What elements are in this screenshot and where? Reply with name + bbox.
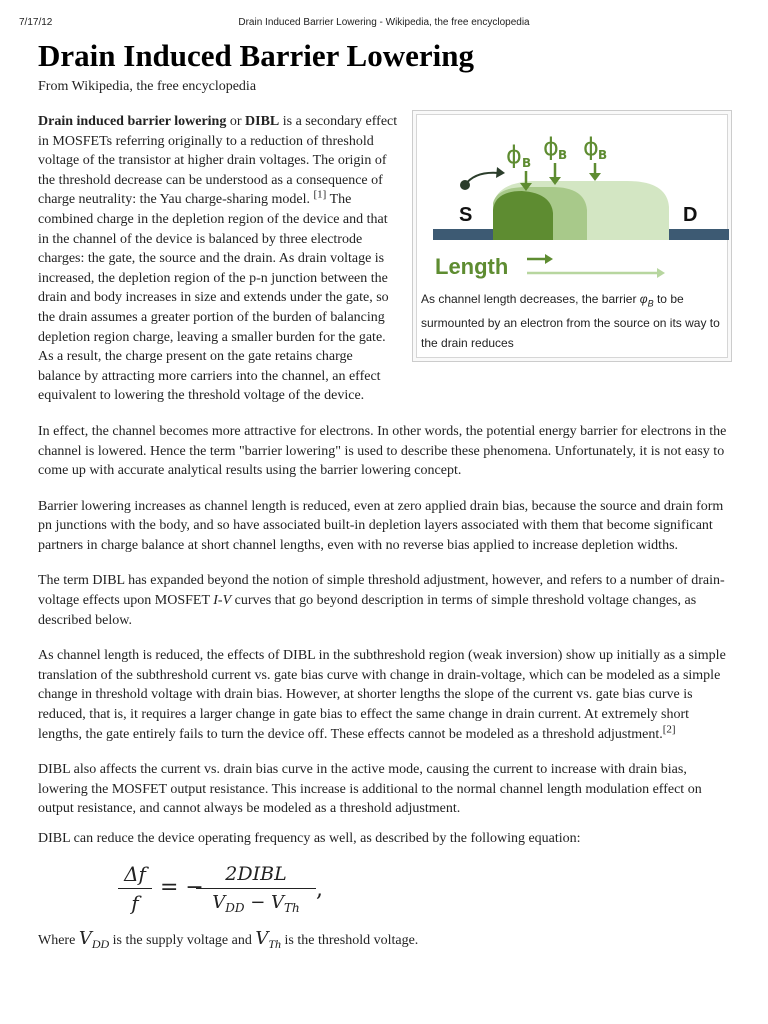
print-header — [0, 17, 768, 31]
lead-paragraph: ϕ B ϕ B ϕ B S D Length As channel length decreases, the barrier $\varphi_B$ to be surmounted by an electron from the source on its way to the drain reduces Drain induced barrier lowering or DIBL is a secondary effect in MOSFETs referring originally to a reduction of threshold voltage of the transistor at higher drain voltages. The origin of the threshold decrease can be understood as a consequence of charge neutrality: the Yau charge-sharing model. [1] The combined charge in the depletion region of the device and that in the channel of the device is balanced by three electrode charges: the gate, the source and the drain. As drain voltage is increased, the depletion region of the p-n junction between the drain and body increases in size and extends under the gate, so the drain assumes a greater portion of the burden of balancing depletion region charge, leaving a smaller burden for the gate. As a result, the charge present on the gate retains charge balance by attracting more carriers into the channel, an effect equivalent to lowering the threshold voltage of the device. — [38, 112, 732, 406]
equation-lhs: Δf f — [118, 861, 152, 916]
paragraph-7: DIBL can reduce the device operating frequency as well, as described by the following equation: — [38, 831, 581, 846]
paragraph-4: The term DIBL has expanded beyond the notion of simple threshold adjustment, however, and refers to a number of drain-voltage effects upon MOSFET I-V curves that go beyond description in terms of simple threshold voltage changes, as described below. — [38, 573, 725, 628]
figure-image[interactable] — [416, 114, 728, 358]
svg-text:B: B — [522, 156, 532, 170]
barrier-dark — [493, 191, 553, 240]
dibl-diagram — [417, 115, 729, 287]
vth-symbol: V — [255, 927, 269, 949]
paragraph-2: In effect, the channel becomes more attractive for electrons. In other words, the potential energy barrier for electrons in the channel is lowered. Hence the term "barrier lowering" is used to describe these phenomena. Unfortunately, it is not easy to come up with accurate analytical results using the barrier lowering concept. — [38, 423, 727, 479]
reference-link-1[interactable]: [1] — [313, 188, 327, 201]
page-title: Drain Induced Barrier Lowering — [38, 38, 474, 73]
page-subtitle: From Wikipedia, the free encyclopedia — [38, 79, 257, 94]
figure-caption: As channel length decreases, the barrier $\varphi_B$ to be surmounted by an electron from the source on its way to the drain reduces — [421, 292, 720, 351]
paragraph-6: DIBL also affects the current vs. drain bias curve in the active mode, causing the current to increase with drain bias, lowering the MOSFET output resistance. This increase is additional to the normal channel length modulation effect on output resistance, and cannot always be modeled as a threshold adjustment. — [38, 762, 702, 817]
svg-text:B: B — [558, 148, 568, 162]
print-page-title: Drain Induced Barrier Lowering - Wikipedia, the free encyclopedia — [238, 17, 530, 28]
equation-where: Where VDD is the supply voltage and VTh is the threshold voltage. — [38, 927, 419, 951]
article-content — [38, 36, 732, 954]
reference-link-2[interactable]: [2] — [662, 722, 676, 735]
paragraph-3: Barrier lowering increases as channel length is reduced, even at zero applied drain bias, because the source and drain form pn junctions with the body, and so have associated built-in depletion layers associated with them that become significant partners in charge balance at short channel lengths, even with no reverse bias applied to increase depletion widths. — [38, 498, 724, 553]
length-label: Length — [435, 254, 509, 279]
vdd-symbol: V — [78, 927, 92, 949]
print-date: 7/17/12 — [19, 17, 53, 28]
phi-label-3: ϕ — [583, 133, 599, 161]
equation-equals: = − — [160, 874, 204, 900]
paragraph-5: As channel length is reduced, the effects of DIBL in the subthreshold region (weak inversion) show up initially as a simple translation of the subthreshold current vs. gate bias curve with change in drain-voltage, which can be modeled as a simple change in threshold voltage with drain bias. However, at shorter lengths the slope of the current vs. gate bias curve is reduced, that is, it requires a larger change in gate bias to effect the same change in drain current. At extremely short lengths, the gate entirely fails to turn the device off. These effects cannot be modeled as a threshold adjustment.[2] — [38, 648, 726, 742]
source-bar — [433, 229, 493, 240]
frequency-equation: Δf f = − 2DIBL $V_{DD} - V_{Th}$ , — [118, 861, 732, 921]
figure-thumb — [412, 110, 732, 362]
drain-bar — [669, 229, 729, 240]
electron-arrow — [465, 173, 499, 185]
source-label: S — [459, 204, 473, 226]
equation-rhs: 2DIBL $V_{DD} - V_{Th}$ — [196, 861, 316, 921]
lead-bold-abbrev: DIBL — [245, 114, 280, 129]
lead-bold-term: Drain induced barrier lowering — [38, 114, 227, 129]
phi-label-1: ϕ — [506, 141, 522, 169]
phi-label-2: ϕ — [543, 133, 559, 161]
iv-term: I-V — [213, 593, 232, 609]
svg-text:B: B — [598, 148, 608, 162]
drain-label: D — [683, 204, 698, 226]
